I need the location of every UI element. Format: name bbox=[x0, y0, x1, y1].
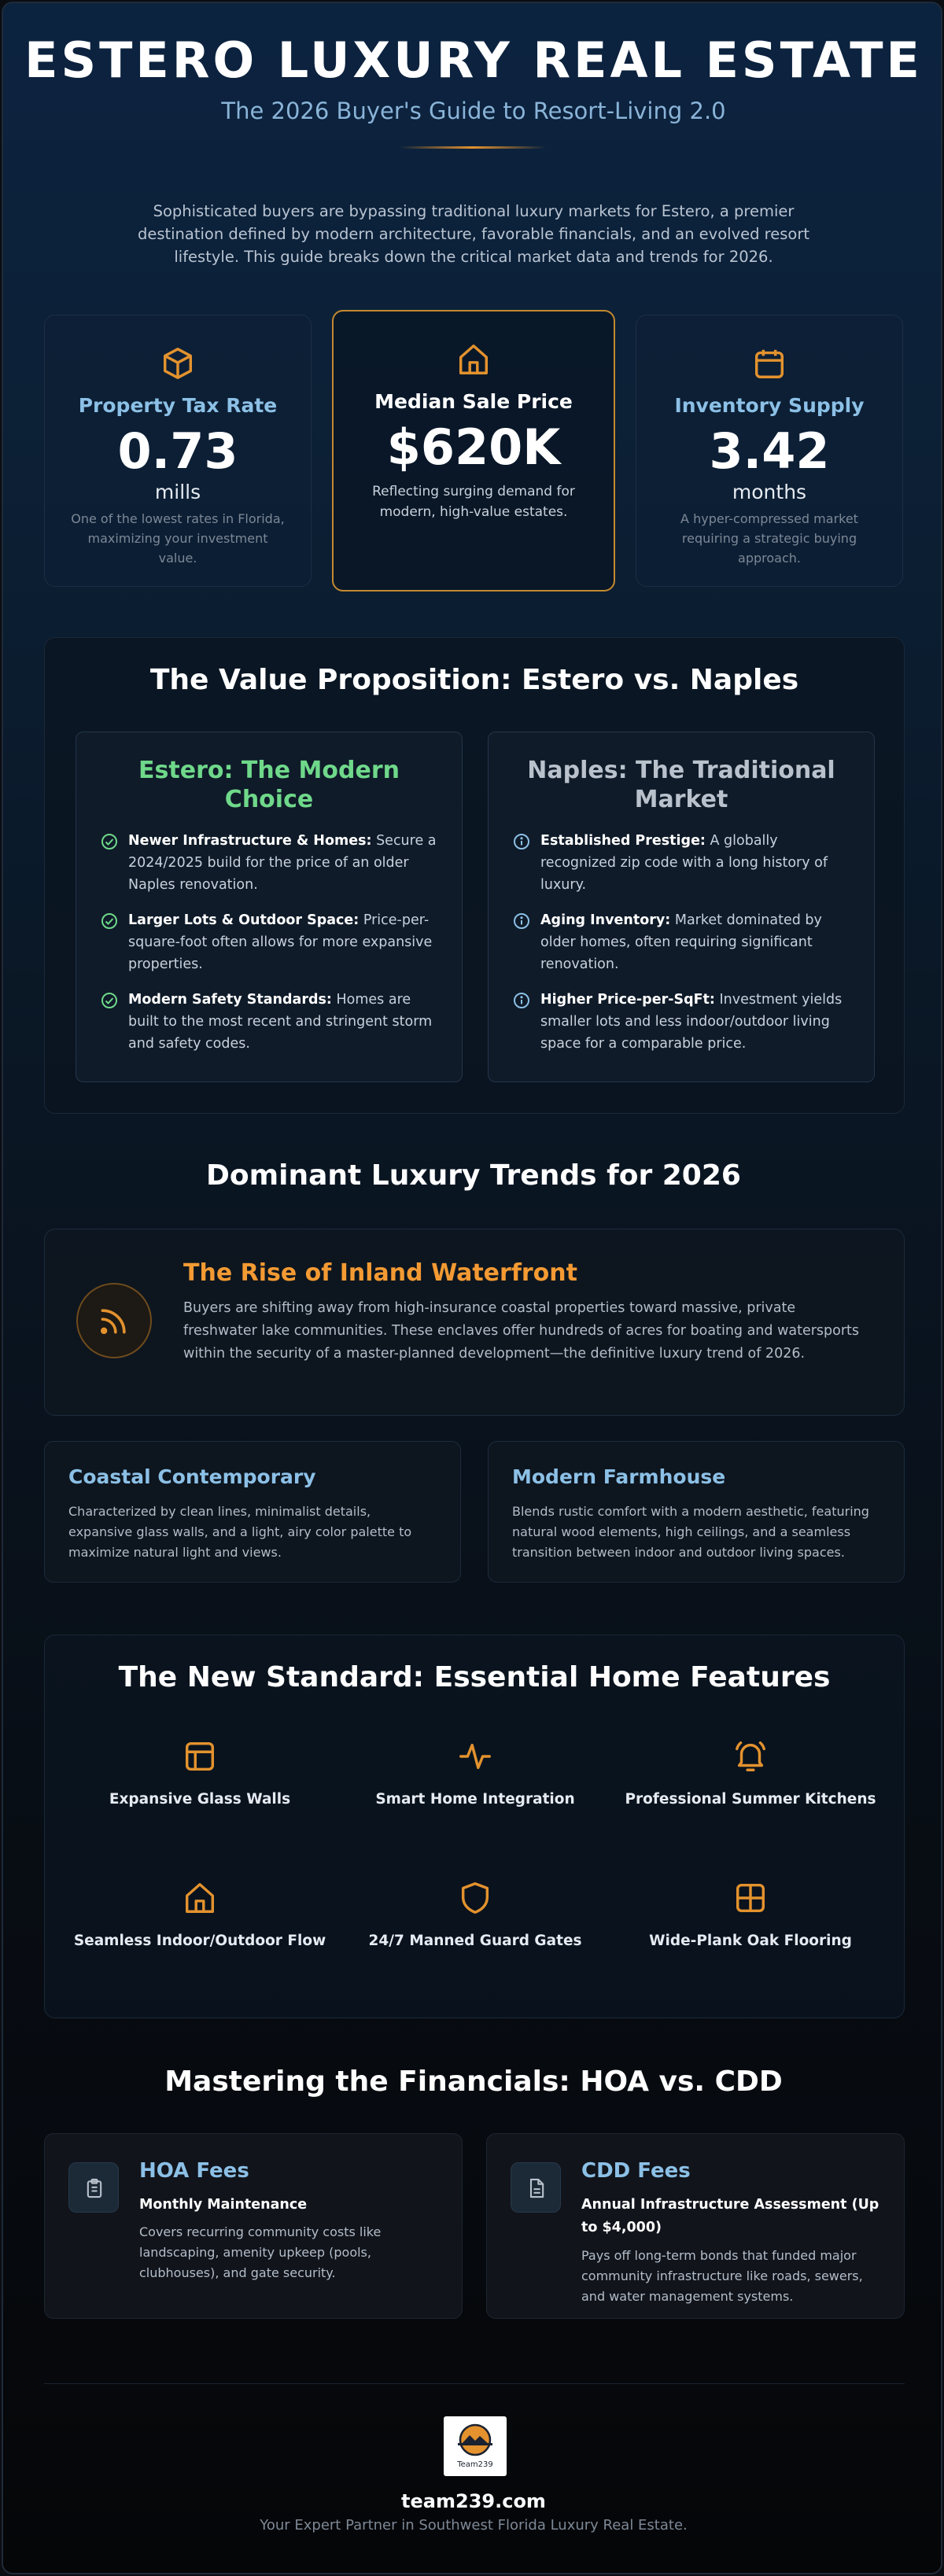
feature-label: Smart Home Integration bbox=[375, 1791, 575, 1808]
wave-icon-circle bbox=[76, 1283, 152, 1358]
estero-card bbox=[76, 732, 463, 1082]
trends-heading: Dominant Luxury Trends for 2026 bbox=[206, 1159, 741, 1192]
stat-note: A hyper-compressed market requiring a strategic buying approach. bbox=[680, 511, 858, 566]
trend-card-text: Blends rustic comfort with a modern aesthetic, featuring natural wood elements, high ceilings, and a seamless transition between indoor and outdoor living spaces. bbox=[512, 1504, 869, 1560]
shield-icon bbox=[457, 1880, 493, 1916]
item-heading: Established Prestige: bbox=[540, 833, 706, 849]
stat-value: $620K bbox=[386, 418, 561, 476]
item-text: Homes are built to the most recent and stringent storm and safety codes. bbox=[128, 992, 433, 1052]
intro-paragraph: Sophisticated buyers are bypassing traditional luxury markets for Estero, a premier destination defined by modern architecture, favorable financials, and an evolved resort lifestyle. This guide breaks down the critical market data and trends for 2026. bbox=[137, 202, 810, 266]
feature-item bbox=[66, 1738, 334, 1811]
naples-title: Naples: The Traditional Market bbox=[527, 757, 835, 813]
cdd-text: Pays off long-term bonds that funded major community infrastructure like roads, sewers, and water management systems. bbox=[581, 2248, 863, 2304]
page-subtitle: The 2026 Buyer's Guide to Resort-Living 2.0 bbox=[221, 98, 726, 124]
bell-icon bbox=[732, 1738, 769, 1774]
footer-website-link[interactable]: team239.com bbox=[401, 2490, 546, 2512]
check-circle-icon bbox=[100, 912, 119, 931]
trend-card-title: Modern Farmhouse bbox=[512, 1465, 726, 1488]
feature-label: Expansive Glass Walls bbox=[109, 1791, 291, 1808]
clipboard-icon bbox=[83, 2177, 105, 2199]
cdd-card bbox=[486, 2133, 905, 2319]
stat-value: 3.42 bbox=[709, 422, 830, 480]
feature-item bbox=[617, 1880, 884, 1952]
trend-feature-card bbox=[44, 1229, 905, 1416]
infographic-page bbox=[2, 2, 942, 2574]
naples-list bbox=[512, 830, 850, 1068]
comparison-heading: The Value Proposition: Estero vs. Naples bbox=[149, 664, 799, 696]
feature-item bbox=[66, 1880, 334, 1952]
trend-card-title: Coastal Contemporary bbox=[68, 1465, 316, 1488]
window-icon bbox=[182, 1738, 218, 1774]
title-divider bbox=[400, 146, 546, 149]
activity-icon bbox=[457, 1738, 493, 1774]
estero-list bbox=[100, 830, 438, 1068]
stat-label: Median Sale Price bbox=[374, 390, 573, 413]
trend-card-text: Characterized by clean lines, minimalist details, expansive glass walls, and a light, airy color palette to maximize natural light and views. bbox=[68, 1504, 412, 1560]
trend-card-farmhouse bbox=[488, 1441, 905, 1583]
cdd-subtitle: Annual Infrastructure Assessment (Up to $4,000) bbox=[581, 2197, 879, 2235]
stat-unit: mills bbox=[154, 481, 201, 503]
calendar-icon bbox=[751, 345, 787, 381]
item-heading: Modern Safety Standards: bbox=[128, 992, 332, 1008]
check-circle-icon bbox=[100, 832, 119, 851]
team239-logo[interactable] bbox=[444, 2416, 507, 2476]
document-icon-box bbox=[511, 2162, 561, 2213]
list-item bbox=[512, 909, 850, 975]
feature-label: Wide-Plank Oak Flooring bbox=[649, 1933, 852, 1949]
list-item bbox=[100, 909, 438, 975]
naples-card bbox=[488, 732, 875, 1082]
stat-label: Property Tax Rate bbox=[78, 394, 278, 417]
clipboard-icon-box bbox=[68, 2162, 119, 2213]
item-text: A globally recognized zip code with a long history of luxury. bbox=[540, 833, 828, 893]
wave-icon bbox=[97, 1303, 131, 1338]
logo-text: Team239 bbox=[457, 2460, 493, 2469]
grid-icon bbox=[732, 1880, 769, 1916]
house-icon bbox=[182, 1880, 218, 1916]
info-circle-icon bbox=[512, 991, 531, 1010]
item-heading: Larger Lots & Outdoor Space: bbox=[128, 912, 360, 928]
item-heading: Newer Infrastructure & Homes: bbox=[128, 833, 372, 849]
check-circle-icon bbox=[100, 991, 119, 1010]
stat-label: Inventory Supply bbox=[674, 394, 865, 417]
list-item bbox=[100, 830, 438, 896]
feature-label: Professional Summer Kitchens bbox=[625, 1791, 876, 1808]
footer-tagline: Your Expert Partner in Southwest Florida Luxury Real Estate. bbox=[260, 2517, 688, 2534]
trend-card-coastal bbox=[44, 1441, 461, 1583]
item-heading: Higher Price-per-SqFt: bbox=[540, 992, 715, 1008]
hoa-title: HOA Fees bbox=[139, 2159, 249, 2183]
page-title: ESTERO LUXURY REAL ESTATE bbox=[24, 31, 923, 89]
info-circle-icon bbox=[512, 912, 531, 931]
feature-label: Seamless Indoor/Outdoor Flow bbox=[73, 1933, 326, 1949]
trend-feature-title: The Rise of Inland Waterfront bbox=[183, 1259, 577, 1287]
item-text: Price-per-square-foot often allows for more expansive properties. bbox=[128, 912, 433, 972]
feature-item bbox=[341, 1738, 609, 1811]
stat-note: One of the lowest rates in Florida, maximizing your investment value. bbox=[71, 511, 285, 566]
hoa-subtitle: Monthly Maintenance bbox=[139, 2197, 308, 2213]
house-icon bbox=[455, 341, 492, 378]
feature-item bbox=[341, 1880, 609, 1952]
stat-card-median-price bbox=[332, 310, 615, 591]
list-item bbox=[100, 989, 438, 1055]
item-heading: Aging Inventory: bbox=[540, 912, 671, 928]
feature-item bbox=[617, 1738, 884, 1811]
document-icon bbox=[525, 2177, 548, 2199]
stat-card-tax-rate bbox=[44, 315, 312, 587]
cdd-title: CDD Fees bbox=[581, 2159, 691, 2183]
item-text: Market dominated by older homes, often requiring significant renovation. bbox=[540, 912, 822, 972]
features-heading: The New Standard: Essential Home Features bbox=[118, 1661, 831, 1693]
cube-icon bbox=[160, 345, 196, 381]
stat-value: 0.73 bbox=[117, 422, 238, 480]
list-item bbox=[512, 830, 850, 896]
financials-heading: Mastering the Financials: HOA vs. CDD bbox=[164, 2066, 783, 2098]
stat-card-inventory bbox=[636, 315, 903, 587]
footer-divider bbox=[44, 2383, 905, 2384]
stat-note: Reflecting surging demand for modern, high-value estates. bbox=[372, 484, 575, 520]
info-circle-icon bbox=[512, 832, 531, 851]
hoa-text: Covers recurring community costs like landscaping, amenity upkeep (pools, clubhouses), and gate security. bbox=[139, 2224, 382, 2280]
estero-title: Estero: The Modern Choice bbox=[138, 757, 400, 813]
hoa-card bbox=[44, 2133, 463, 2319]
item-text: Investment yields smaller lots and less indoor/outdoor living space for a comparable price. bbox=[540, 992, 843, 1052]
feature-label: 24/7 Manned Guard Gates bbox=[368, 1933, 582, 1949]
list-item bbox=[512, 989, 850, 1055]
item-text: Secure a 2024/2025 build for the price of an older Naples renovation. bbox=[128, 833, 437, 893]
stat-unit: months bbox=[732, 481, 807, 503]
trend-feature-text: Buyers are shifting away from high-insurance coastal properties toward massive, private freshwater lake communities. These enclaves offer hundreds of acres for boating and watersports within the security of a master-planned development—the definitive luxury trend of 2026. bbox=[183, 1300, 860, 1362]
